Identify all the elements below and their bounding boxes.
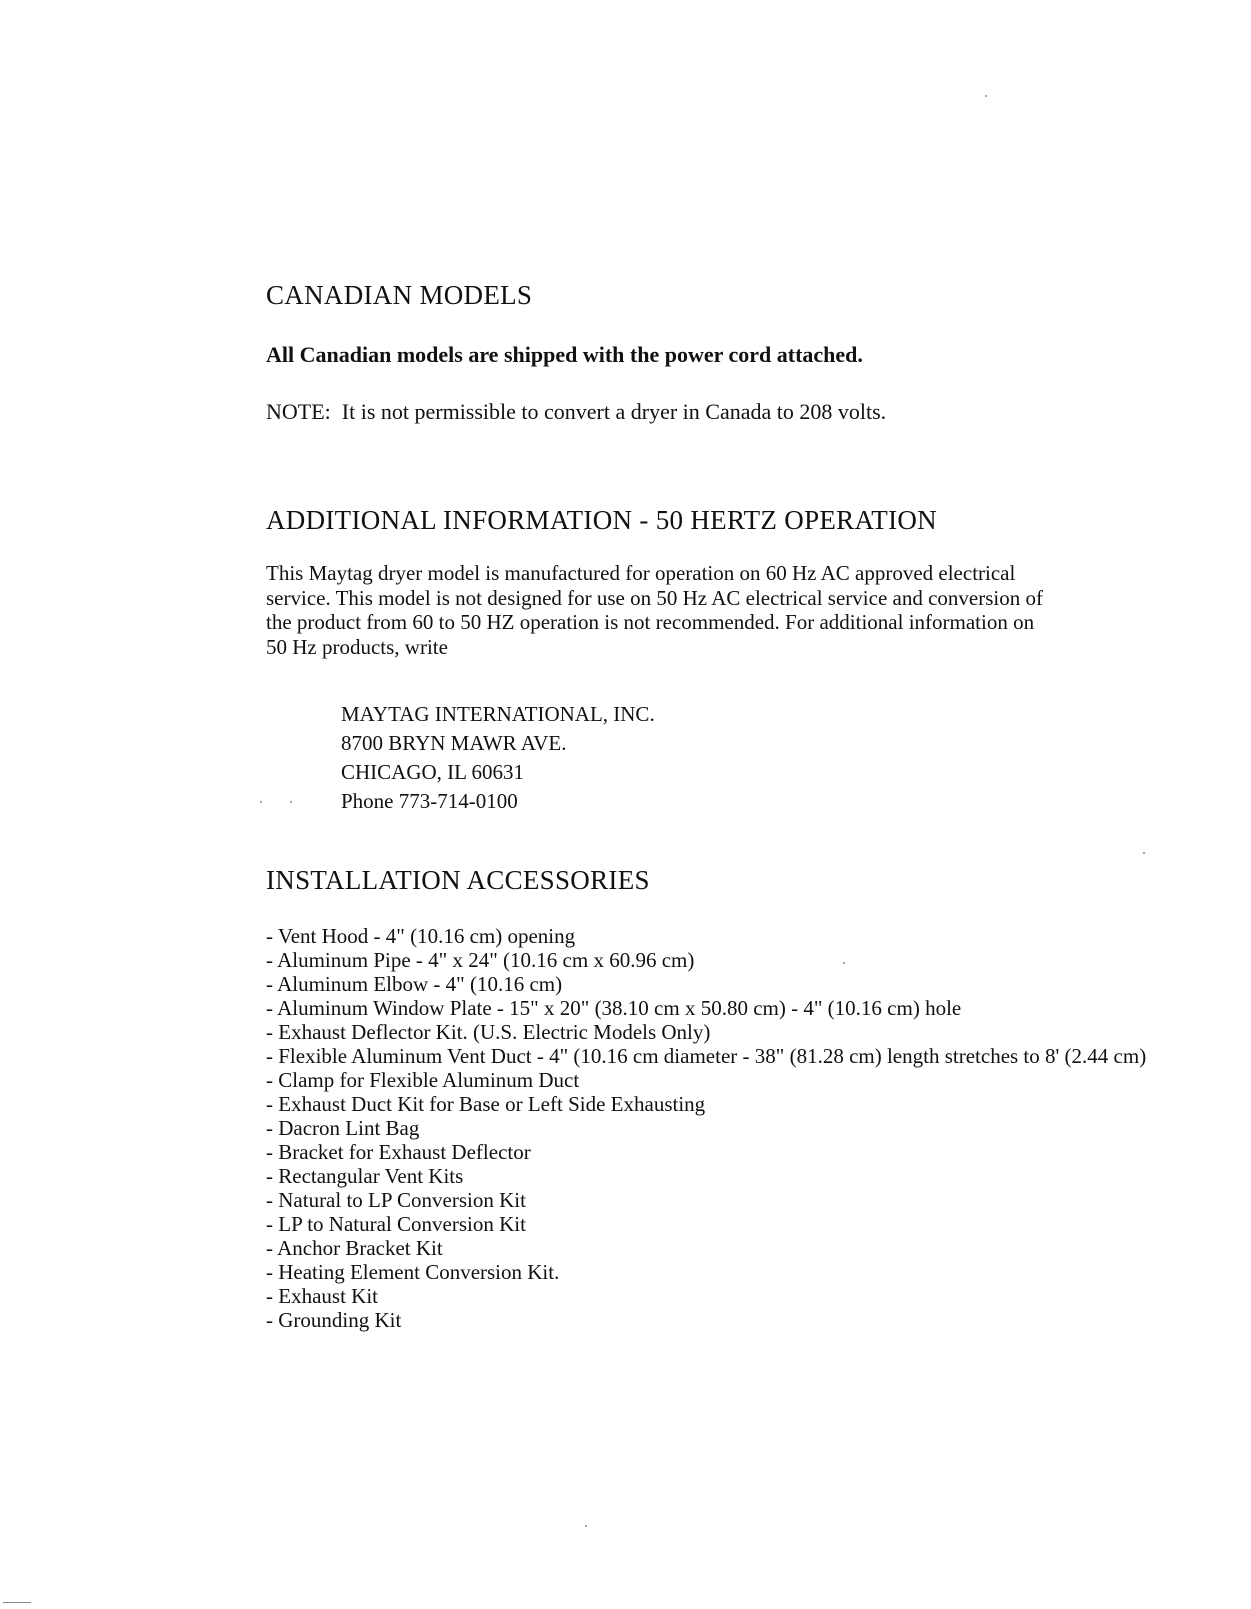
additional-paragraph (266, 561, 1206, 659)
paragraph-line: 50 Hz products, write (266, 634, 448, 659)
list-item: - Natural to LP Conversion Kit (266, 1188, 526, 1212)
note-text: It is not permissible to convert a dryer in Canada to 208 volts. (341, 399, 887, 424)
address-phone: Phone 773-714-0100 (341, 789, 518, 813)
list-item: - LP to Natural Conversion Kit (266, 1212, 526, 1236)
list-item: - Anchor Bracket Kit (266, 1236, 443, 1260)
address-company: MAYTAG INTERNATIONAL, INC. (341, 702, 655, 726)
list-item: - Rectangular Vent Kits (266, 1164, 464, 1188)
scan-speck (985, 95, 987, 97)
accessories-list (266, 924, 1206, 1332)
note-label: NOTE: (266, 399, 331, 424)
scan-speck (3, 1602, 31, 1603)
canadian-note (266, 399, 886, 425)
scan-speck (290, 801, 292, 803)
list-item: - Bracket for Exhaust Deflector (266, 1140, 531, 1164)
paragraph-line: This Maytag dryer model is manufactured for operation on 60 Hz AC approved electrical (266, 561, 1016, 585)
list-item: - Vent Hood - 4" (10.16 cm) opening (266, 924, 576, 948)
list-item: - Exhaust Deflector Kit. (U.S. Electric Models Only) (266, 1020, 711, 1044)
mailing-address (341, 700, 655, 816)
list-item: - Dacron Lint Bag (266, 1116, 420, 1140)
address-city: CHICAGO, IL 60631 (341, 760, 524, 784)
additional-information-heading: ADDITIONAL INFORMATION - 50 HERTZ OPERATION (266, 505, 937, 535)
address-street: 8700 BRYN MAWR AVE. (341, 731, 567, 755)
list-item: - Grounding Kit (266, 1308, 402, 1332)
list-item: - Heating Element Conversion Kit. (266, 1260, 560, 1284)
scan-speck (585, 1525, 587, 1527)
scan-speck (843, 962, 845, 964)
installation-accessories-heading: INSTALLATION ACCESSORIES (266, 865, 650, 895)
scan-speck (1143, 852, 1145, 854)
scan-speck (260, 801, 262, 803)
list-item: - Aluminum Pipe - 4" x 24" (10.16 cm x 60.96 cm) (266, 948, 695, 972)
paragraph-line: service. This model is not designed for use on 50 Hz AC electrical service and conversion of (266, 585, 1043, 610)
paragraph-line: the product from 60 to 50 HZ operation is not recommended. For additional information on (266, 610, 1035, 634)
list-item: - Exhaust Duct Kit for Base or Left Side Exhausting (266, 1092, 706, 1116)
list-item: - Exhaust Kit (266, 1284, 378, 1308)
list-item: - Clamp for Flexible Aluminum Duct (266, 1068, 580, 1092)
canadian-models-heading: CANADIAN MODELS (266, 280, 533, 310)
list-item: - Aluminum Window Plate - 15" x 20" (38.10 cm x 50.80 cm) - 4" (10.16 cm) hole (266, 996, 962, 1020)
canadian-statement: All Canadian models are shipped with the power cord attached. (266, 342, 863, 367)
list-item: - Aluminum Elbow - 4" (10.16 cm) (266, 972, 563, 996)
list-item: - Flexible Aluminum Vent Duct - 4" (10.16 cm diameter - 38" (81.28 cm) length stretches to 8' (2.44 cm) (266, 1044, 1147, 1068)
